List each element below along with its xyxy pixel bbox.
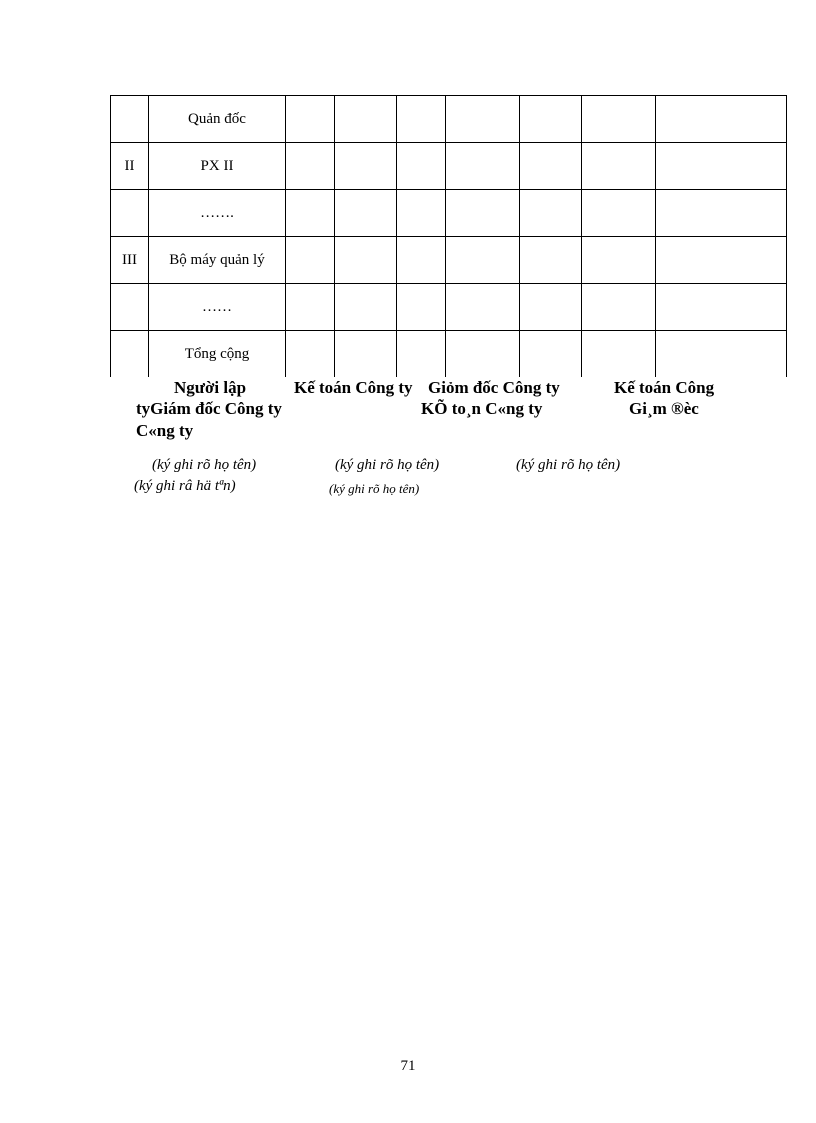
row-name-cell: PX II	[149, 143, 286, 190]
table-row	[111, 284, 787, 331]
table-row	[111, 237, 787, 284]
empty-cell	[397, 237, 446, 284]
empty-cell	[520, 237, 582, 284]
table-row	[111, 190, 787, 237]
row-index-cell	[111, 331, 149, 378]
empty-cell	[520, 190, 582, 237]
empty-cell	[446, 143, 520, 190]
empty-cell	[582, 143, 656, 190]
page-number: 71	[400, 1058, 416, 1074]
empty-cell	[286, 96, 335, 143]
empty-cell	[446, 284, 520, 331]
empty-cell	[656, 190, 787, 237]
table-row	[111, 331, 787, 378]
empty-cell	[656, 237, 787, 284]
empty-cell	[656, 331, 787, 378]
empty-cell	[397, 96, 446, 143]
signer-accountant-garbled: KÕ to¸n C«ng ty	[421, 399, 543, 418]
empty-cell	[286, 331, 335, 378]
table-row	[111, 96, 787, 143]
empty-cell	[286, 237, 335, 284]
signer-director-garbled: Gi¸m ®èc	[629, 399, 699, 418]
row-name-cell: ……	[149, 284, 286, 331]
empty-cell	[446, 331, 520, 378]
empty-cell	[446, 96, 520, 143]
sign-note-3: (ký ghi rõ họ tên)	[516, 457, 621, 473]
empty-cell	[335, 284, 397, 331]
signer-accountant-wrap: Kế toán Công	[614, 378, 715, 397]
empty-cell	[335, 143, 397, 190]
sign-note-small: (ký ghi rõ họ tên)	[329, 481, 420, 496]
empty-cell	[397, 143, 446, 190]
empty-cell	[520, 96, 582, 143]
row-index-cell: II	[111, 143, 149, 190]
empty-cell	[520, 284, 582, 331]
empty-cell	[335, 96, 397, 143]
empty-cell	[335, 331, 397, 378]
empty-cell	[520, 143, 582, 190]
empty-cell	[582, 190, 656, 237]
signer-company-accountant: Kế toán Công ty	[294, 378, 413, 397]
empty-cell	[286, 143, 335, 190]
empty-cell	[656, 143, 787, 190]
row-name-cell: …….	[149, 190, 286, 237]
empty-cell	[656, 284, 787, 331]
empty-cell	[656, 96, 787, 143]
row-index-cell	[111, 96, 149, 143]
signer-director-wrap: tyGiám đốc Công ty	[136, 399, 282, 418]
empty-cell	[286, 284, 335, 331]
table-row	[111, 143, 787, 190]
row-name-cell: Quản đốc	[149, 96, 286, 143]
sign-note-1: (ký ghi rõ họ tên)	[152, 457, 257, 473]
empty-cell	[335, 190, 397, 237]
empty-cell	[520, 331, 582, 378]
signer-company-garbled: C«ng ty	[136, 421, 194, 440]
empty-cell	[397, 331, 446, 378]
sign-note-2: (ký ghi rõ họ tên)	[335, 457, 440, 473]
row-name-cell: Tổng cộng	[149, 331, 286, 378]
empty-cell	[582, 237, 656, 284]
row-index-cell: III	[111, 237, 149, 284]
empty-cell	[286, 190, 335, 237]
empty-cell	[582, 96, 656, 143]
empty-cell	[397, 190, 446, 237]
sign-note-garbled: (ký ghi râ hä tªn)	[134, 478, 236, 494]
empty-cell	[582, 331, 656, 378]
signer-preparer: Người lập	[174, 378, 247, 397]
signer-company-director: Giỏm đốc Công ty	[428, 378, 560, 397]
empty-cell	[335, 237, 397, 284]
salary-table	[110, 95, 787, 377]
empty-cell	[446, 190, 520, 237]
empty-cell	[397, 284, 446, 331]
row-name-cell: Bộ máy quản lý	[149, 237, 286, 284]
table-body	[111, 96, 787, 378]
row-index-cell	[111, 190, 149, 237]
empty-cell	[582, 284, 656, 331]
row-index-cell	[111, 284, 149, 331]
empty-cell	[446, 237, 520, 284]
